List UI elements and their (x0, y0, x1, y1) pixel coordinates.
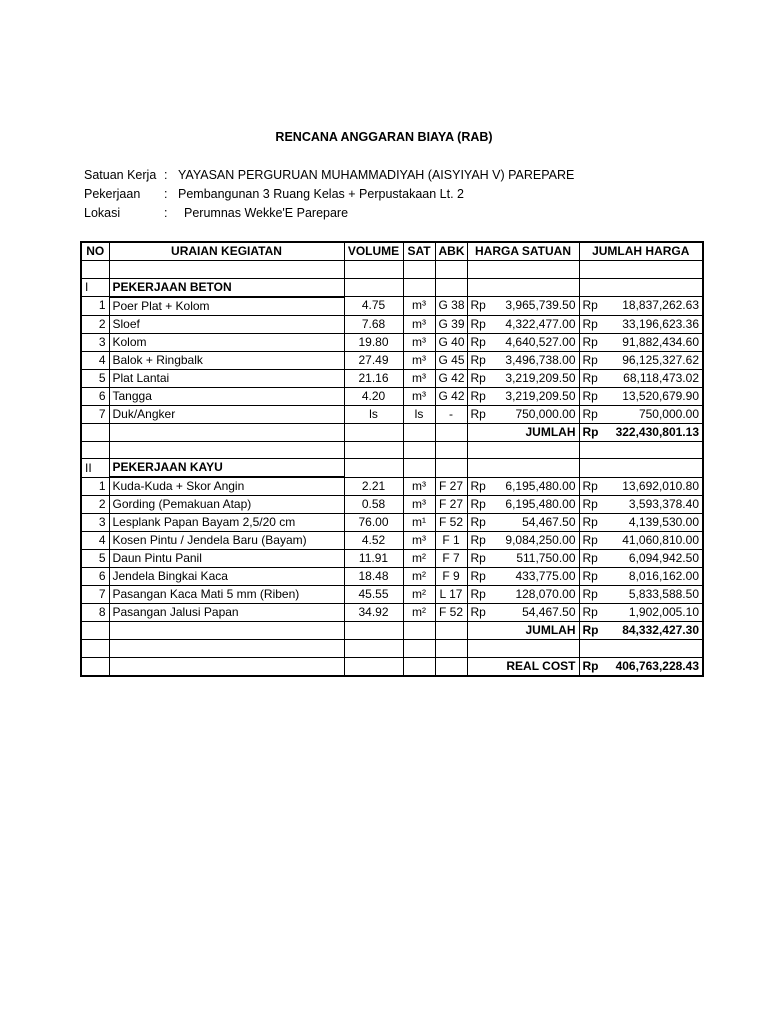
empty-cell (344, 640, 403, 658)
item-volume: 0.58 (344, 496, 403, 514)
item-jumlah-harga (579, 568, 703, 586)
amount-value: 4,139,530.00 (628, 515, 699, 530)
amount-value: 433,775.00 (515, 569, 576, 584)
info-label: Lokasi (84, 206, 121, 220)
info-colon: : (164, 187, 168, 201)
section-header-row (81, 278, 703, 297)
item-abk: - (435, 405, 467, 423)
item-uraian: Plat Lantai (109, 369, 344, 387)
item-volume: 4.20 (344, 387, 403, 405)
empty-cell (435, 640, 467, 658)
info-label: Satuan Kerja (84, 168, 157, 182)
empty-cell (579, 459, 703, 478)
spacer-row (81, 261, 703, 279)
currency-label: Rp (470, 370, 486, 385)
section-name: PEKERJAAN KAYU (109, 459, 344, 478)
empty-cell (435, 441, 467, 459)
info-colon: : (164, 168, 168, 182)
empty-cell (579, 278, 703, 297)
spacer-row (81, 640, 703, 658)
empty-cell (81, 658, 109, 677)
item-no: 1 (81, 477, 109, 496)
empty-cell (344, 658, 403, 677)
currency-label: Rp (582, 479, 598, 494)
currency-label: Rp (582, 587, 598, 602)
table-row (81, 532, 703, 550)
item-harga-satuan (467, 568, 579, 586)
empty-cell (467, 441, 579, 459)
currency-label: Rp (582, 515, 598, 530)
section-total-row (81, 622, 703, 640)
item-volume: 4.75 (344, 297, 403, 316)
item-harga-satuan (467, 550, 579, 568)
item-jumlah-harga (579, 351, 703, 369)
total-label: JUMLAH (467, 622, 579, 640)
item-jumlah-harga (579, 477, 703, 496)
amount-value: 33,196,623.36 (622, 316, 699, 331)
currency-label: Rp (582, 569, 598, 584)
item-sat: m³ (403, 315, 435, 333)
amount-value: 3,219,209.50 (505, 388, 576, 403)
empty-cell (403, 441, 435, 459)
amount-value: 6,195,480.00 (505, 497, 576, 512)
amount-value: 3,219,209.50 (505, 370, 576, 385)
item-no: 4 (81, 532, 109, 550)
item-sat: m² (403, 550, 435, 568)
item-no: 2 (81, 496, 109, 514)
item-volume: 4.52 (344, 532, 403, 550)
item-abk: F 9 (435, 568, 467, 586)
currency-label: Rp (582, 424, 599, 439)
item-no: 5 (81, 550, 109, 568)
amount-value: 4,322,477.00 (505, 316, 576, 331)
empty-cell (109, 441, 344, 459)
item-uraian: Kosen Pintu / Jendela Baru (Bayam) (109, 532, 344, 550)
table-header-row (81, 242, 703, 261)
table-row (81, 351, 703, 369)
item-harga-satuan (467, 387, 579, 405)
empty-cell (467, 640, 579, 658)
amount-value: 54,467.50 (522, 515, 576, 530)
section-header-row (81, 459, 703, 478)
header-no: NO (81, 242, 109, 261)
amount-value: 3,965,739.50 (505, 298, 576, 313)
item-jumlah-harga (579, 496, 703, 514)
header-uraian: URAIAN KEGIATAN (109, 242, 344, 261)
header-harga-satuan: HARGA SATUAN (467, 242, 579, 261)
info-colon: : (164, 206, 168, 220)
item-jumlah-harga (579, 315, 703, 333)
amount-value: 511,750.00 (516, 551, 576, 566)
currency-label: Rp (470, 406, 486, 421)
amount-value: 13,520,679.90 (622, 388, 699, 403)
item-sat: m³ (403, 496, 435, 514)
info-lokasi (84, 206, 348, 220)
currency-label: Rp (470, 316, 486, 331)
section-code: II (81, 459, 109, 478)
empty-cell (403, 261, 435, 279)
header-sat: SAT (403, 242, 435, 261)
header-volume: VOLUME (344, 242, 403, 261)
item-volume: 19.80 (344, 333, 403, 351)
item-volume: 11.91 (344, 550, 403, 568)
item-sat: m³ (403, 387, 435, 405)
empty-cell (435, 423, 467, 441)
amount-value: 41,060,810.00 (622, 533, 699, 548)
item-sat: ls (403, 405, 435, 423)
empty-cell (109, 622, 344, 640)
empty-cell (344, 423, 403, 441)
currency-label: Rp (582, 316, 598, 331)
currency-label: Rp (582, 406, 598, 421)
table-row (81, 586, 703, 604)
table-row (81, 369, 703, 387)
item-uraian: Lesplank Papan Bayam 2,5/20 cm (109, 514, 344, 532)
currency-label: Rp (470, 479, 486, 494)
item-no: 3 (81, 514, 109, 532)
empty-cell (344, 459, 403, 478)
amount-value: 91,882,434.60 (622, 334, 699, 349)
table-row (81, 604, 703, 622)
item-jumlah-harga (579, 405, 703, 423)
item-volume: 18.48 (344, 568, 403, 586)
item-uraian: Daun Pintu Panil (109, 550, 344, 568)
empty-cell (109, 261, 344, 279)
item-abk: F 52 (435, 604, 467, 622)
item-sat: m² (403, 568, 435, 586)
item-no: 4 (81, 351, 109, 369)
item-harga-satuan (467, 315, 579, 333)
item-abk: G 42 (435, 369, 467, 387)
empty-cell (467, 459, 579, 478)
amount-value: 9,084,250.00 (505, 533, 576, 548)
table-row (81, 514, 703, 532)
item-harga-satuan (467, 297, 579, 316)
empty-cell (344, 622, 403, 640)
empty-cell (109, 423, 344, 441)
section-total-row (81, 423, 703, 441)
item-uraian: Kuda-Kuda + Skor Angin (109, 477, 344, 496)
item-harga-satuan (467, 586, 579, 604)
item-harga-satuan (467, 496, 579, 514)
currency-label: Rp (470, 515, 486, 530)
item-jumlah-harga (579, 333, 703, 351)
item-harga-satuan (467, 351, 579, 369)
item-abk: G 39 (435, 315, 467, 333)
currency-label: Rp (470, 298, 486, 313)
currency-label: Rp (582, 334, 598, 349)
currency-label: Rp (582, 551, 598, 566)
page-title: RENCANA ANGGARAN BIAYA (RAB) (275, 130, 493, 144)
total-amount (579, 622, 703, 640)
item-jumlah-harga (579, 297, 703, 316)
currency-label: Rp (582, 388, 598, 403)
item-volume: 76.00 (344, 514, 403, 532)
info-value: Perumnas Wekke'E Parepare (184, 206, 349, 220)
empty-cell (435, 278, 467, 297)
item-volume: 27.49 (344, 351, 403, 369)
empty-cell (435, 658, 467, 677)
item-sat: m³ (403, 369, 435, 387)
info-value: Pembangunan 3 Ruang Kelas + Perpustakaan Lt. 2 (178, 187, 464, 201)
empty-cell (435, 622, 467, 640)
empty-cell (109, 658, 344, 677)
currency-label: Rp (470, 569, 486, 584)
empty-cell (435, 261, 467, 279)
table-row (81, 550, 703, 568)
item-uraian: Poer Plat + Kolom (109, 297, 344, 316)
currency-label: Rp (582, 605, 598, 620)
amount-value: 5,833,588.50 (628, 587, 699, 602)
item-no: 7 (81, 405, 109, 423)
currency-label: Rp (470, 587, 486, 602)
info-satuan-kerja (84, 168, 574, 182)
item-abk: F 7 (435, 550, 467, 568)
header-jumlah-harga: JUMLAH HARGA (579, 242, 703, 261)
item-jumlah-harga (579, 387, 703, 405)
item-uraian: Gording (Pemakuan Atap) (109, 496, 344, 514)
empty-cell (467, 278, 579, 297)
item-abk: F 27 (435, 477, 467, 496)
item-abk: F 1 (435, 532, 467, 550)
item-uraian: Duk/Angker (109, 405, 344, 423)
amount-value: 68,118,473.02 (623, 370, 699, 385)
item-no: 6 (81, 387, 109, 405)
item-volume: 7.68 (344, 315, 403, 333)
currency-label: Rp (470, 533, 486, 548)
currency-label: Rp (470, 551, 486, 566)
item-harga-satuan (467, 405, 579, 423)
item-jumlah-harga (579, 369, 703, 387)
total-label: REAL COST (467, 658, 579, 677)
item-uraian: Tangga (109, 387, 344, 405)
item-sat: m² (403, 604, 435, 622)
amount-value: 6,094,942.50 (628, 551, 699, 566)
item-no: 6 (81, 568, 109, 586)
currency-label: Rp (470, 352, 486, 367)
amount-value: 128,070.00 (515, 587, 576, 602)
section-code: I (81, 278, 109, 297)
empty-cell (81, 640, 109, 658)
section-name: PEKERJAAN BETON (109, 278, 344, 297)
table-row (81, 568, 703, 586)
total-label: JUMLAH (467, 423, 579, 441)
item-volume: 34.92 (344, 604, 403, 622)
currency-label: Rp (470, 605, 486, 620)
item-volume: 45.55 (344, 586, 403, 604)
currency-label: Rp (582, 370, 598, 385)
empty-cell (81, 622, 109, 640)
item-abk: G 40 (435, 333, 467, 351)
item-uraian: Kolom (109, 333, 344, 351)
amount-value: 3,593,378.40 (628, 497, 699, 512)
item-no: 7 (81, 586, 109, 604)
currency-label: Rp (582, 352, 598, 367)
currency-label: Rp (470, 388, 486, 403)
info-pekerjaan (84, 187, 464, 201)
amount-value: 4,640,527.00 (505, 334, 576, 349)
item-uraian: Pasangan Kaca Mati 5 mm (Riben) (109, 586, 344, 604)
item-harga-satuan (467, 532, 579, 550)
currency-label: Rp (582, 533, 598, 548)
rab-table (80, 241, 704, 677)
item-harga-satuan (467, 514, 579, 532)
spacer-row (81, 441, 703, 459)
amount-value: 84,332,427.30 (622, 623, 699, 638)
empty-cell (467, 261, 579, 279)
empty-cell (435, 459, 467, 478)
item-uraian: Jendela Bingkai Kaca (109, 568, 344, 586)
empty-cell (81, 423, 109, 441)
item-sat: m³ (403, 477, 435, 496)
item-abk: F 52 (435, 514, 467, 532)
total-amount (579, 423, 703, 441)
amount-value: 406,763,228.43 (615, 659, 699, 674)
empty-cell (579, 441, 703, 459)
table-row (81, 477, 703, 496)
currency-label: Rp (582, 298, 598, 313)
item-sat: m³ (403, 532, 435, 550)
item-volume: ls (344, 405, 403, 423)
empty-cell (403, 640, 435, 658)
item-jumlah-harga (579, 604, 703, 622)
item-sat: m¹ (403, 514, 435, 532)
item-abk: G 45 (435, 351, 467, 369)
amount-value: 8,016,162.00 (628, 569, 699, 584)
item-harga-satuan (467, 604, 579, 622)
item-no: 5 (81, 369, 109, 387)
currency-label: Rp (470, 334, 486, 349)
empty-cell (403, 423, 435, 441)
currency-label: Rp (582, 623, 599, 638)
amount-value: 322,430,801.13 (615, 424, 699, 439)
currency-label: Rp (582, 497, 598, 512)
empty-cell (109, 640, 344, 658)
empty-cell (344, 278, 403, 297)
item-uraian: Sloef (109, 315, 344, 333)
item-sat: m³ (403, 351, 435, 369)
empty-cell (579, 261, 703, 279)
item-jumlah-harga (579, 532, 703, 550)
item-no: 8 (81, 604, 109, 622)
item-sat: m³ (403, 297, 435, 316)
empty-cell (403, 658, 435, 677)
item-jumlah-harga (579, 550, 703, 568)
item-sat: m² (403, 586, 435, 604)
currency-label: Rp (582, 659, 599, 674)
empty-cell (403, 622, 435, 640)
item-abk: G 38 (435, 297, 467, 316)
empty-cell (344, 441, 403, 459)
empty-cell (344, 261, 403, 279)
amount-value: 1,902,005.10 (628, 605, 699, 620)
table-row (81, 496, 703, 514)
real-cost-row (81, 658, 703, 677)
total-amount (579, 658, 703, 677)
amount-value: 13,692,010.80 (622, 479, 699, 494)
item-harga-satuan (467, 477, 579, 496)
item-no: 3 (81, 333, 109, 351)
item-jumlah-harga (579, 586, 703, 604)
empty-cell (81, 441, 109, 459)
amount-value: 750,000.00 (515, 406, 576, 421)
amount-value: 6,195,480.00 (505, 479, 576, 494)
currency-label: Rp (470, 497, 486, 512)
amount-value: 3,496,738.00 (505, 352, 576, 367)
item-volume: 21.16 (344, 369, 403, 387)
table-row (81, 315, 703, 333)
amount-value: 54,467.50 (522, 605, 576, 620)
item-jumlah-harga (579, 514, 703, 532)
item-harga-satuan (467, 333, 579, 351)
item-uraian: Pasangan Jalusi Papan (109, 604, 344, 622)
amount-value: 96,125,327.62 (622, 352, 699, 367)
table-row (81, 387, 703, 405)
item-harga-satuan (467, 369, 579, 387)
item-no: 2 (81, 315, 109, 333)
item-volume: 2.21 (344, 477, 403, 496)
info-value: YAYASAN PERGURUAN MUHAMMADIYAH (AISYIYAH V) PAREPARE (178, 168, 575, 182)
empty-cell (81, 261, 109, 279)
empty-cell (403, 278, 435, 297)
item-sat: m³ (403, 333, 435, 351)
table-row (81, 405, 703, 423)
amount-value: 18,837,262.63 (622, 298, 699, 313)
item-abk: G 42 (435, 387, 467, 405)
empty-cell (403, 459, 435, 478)
item-abk: L 17 (435, 586, 467, 604)
empty-cell (579, 640, 703, 658)
table-row (81, 333, 703, 351)
info-label: Pekerjaan (84, 187, 141, 201)
amount-value: 750,000.00 (638, 406, 699, 421)
item-uraian: Balok + Ringbalk (109, 351, 344, 369)
item-no: 1 (81, 297, 109, 316)
item-abk: F 27 (435, 496, 467, 514)
header-abk: ABK (435, 242, 467, 261)
table-row (81, 297, 703, 316)
